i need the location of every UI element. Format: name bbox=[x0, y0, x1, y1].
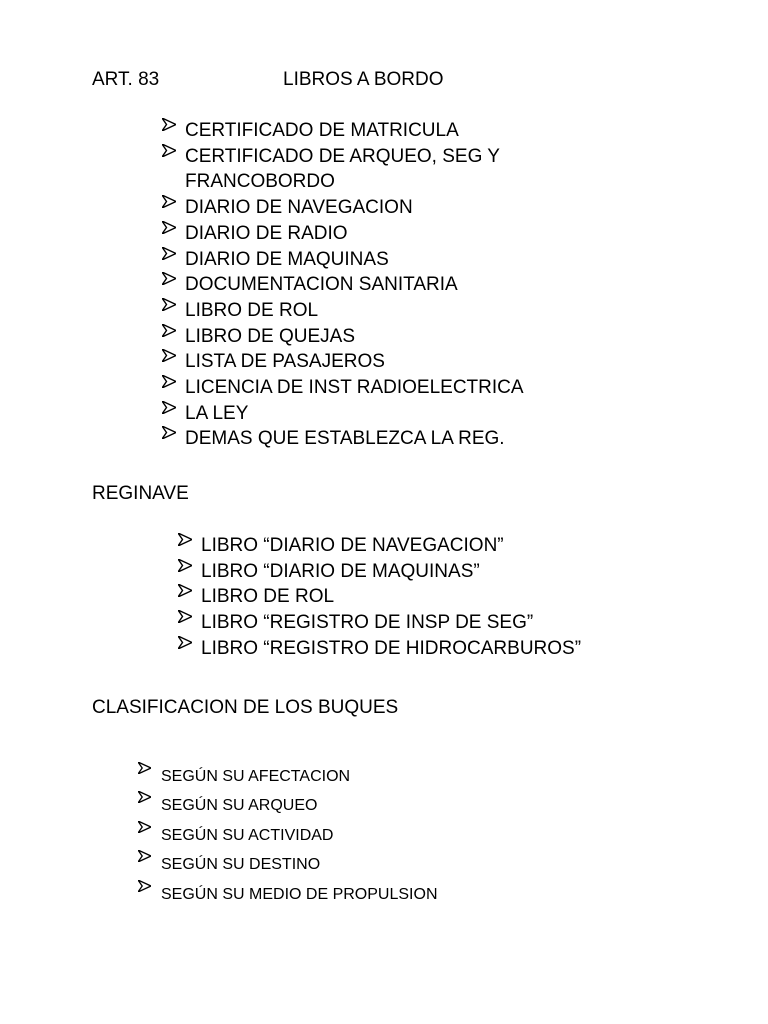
arrowhead-bullet-icon bbox=[162, 324, 176, 337]
list-item bbox=[138, 791, 438, 820]
arrowhead-bullet-icon bbox=[162, 118, 176, 131]
list-item bbox=[162, 401, 524, 427]
list-item bbox=[162, 247, 524, 273]
arrowhead-bullet-icon bbox=[162, 195, 176, 208]
article-number: ART. 83 bbox=[92, 69, 160, 90]
list-item bbox=[162, 221, 524, 247]
arrowhead-bullet-icon bbox=[162, 401, 176, 414]
arrowhead-bullet-icon bbox=[162, 272, 176, 285]
list-item-label: LIBRO DE ROL bbox=[185, 299, 319, 321]
arrowhead-bullet-icon bbox=[138, 791, 151, 803]
list-item-label: LA LEY bbox=[185, 402, 249, 424]
libros-a-bordo-list bbox=[162, 118, 524, 452]
list-item-continuation bbox=[162, 169, 524, 195]
clasificacion-heading: CLASIFICACION DE LOS BUQUES bbox=[92, 697, 399, 718]
arrowhead-bullet-icon bbox=[162, 375, 176, 388]
list-item bbox=[162, 272, 524, 298]
arrowhead-bullet-icon bbox=[178, 533, 192, 546]
list-item-label: SEGÚN SU DESTINO bbox=[161, 856, 321, 874]
list-item-label: LIBRO “REGISTRO DE INSP DE SEG” bbox=[201, 612, 534, 634]
arrowhead-bullet-icon bbox=[162, 221, 176, 234]
reginave-heading: REGINAVE bbox=[92, 483, 189, 504]
arrowhead-bullet-icon bbox=[162, 426, 176, 439]
list-item bbox=[138, 821, 438, 850]
list-item bbox=[162, 324, 524, 350]
list-item-label: SEGÚN SU AFECTACION bbox=[161, 768, 351, 785]
list-item-label: DIARIO DE MAQUINAS bbox=[185, 248, 389, 270]
list-item bbox=[162, 426, 524, 452]
list-item-label: LIBRO DE QUEJAS bbox=[185, 325, 355, 347]
list-item bbox=[162, 375, 524, 401]
list-item bbox=[162, 144, 524, 170]
list-item-label: LIBRO DE ROL bbox=[201, 586, 335, 608]
arrowhead-bullet-icon bbox=[138, 850, 151, 862]
list-item-label: DIARIO DE RADIO bbox=[185, 222, 348, 244]
list-item bbox=[178, 533, 581, 559]
clasificacion-list bbox=[138, 762, 438, 909]
list-item-label: SEGÚN SU ACTIVIDAD bbox=[161, 826, 334, 844]
list-item-label: FRANCOBORDO bbox=[185, 171, 335, 193]
list-item-label: LICENCIA DE INST RADIOELECTRICA bbox=[185, 377, 524, 399]
list-item-label: LIBRO “REGISTRO DE HIDROCARBUROS” bbox=[201, 637, 582, 659]
list-item-label: LIBRO “DIARIO DE NAVEGACION” bbox=[201, 535, 504, 556]
list-item-label: DEMAS QUE ESTABLEZCA LA REG. bbox=[185, 428, 505, 450]
arrowhead-bullet-icon bbox=[178, 584, 192, 597]
list-item-label: CERTIFICADO DE MATRICULA bbox=[185, 120, 459, 141]
arrowhead-bullet-icon bbox=[162, 247, 176, 260]
reginave-list bbox=[178, 533, 581, 662]
arrowhead-bullet-icon bbox=[178, 610, 192, 623]
list-item bbox=[162, 195, 524, 221]
list-item bbox=[178, 559, 581, 585]
list-item bbox=[178, 584, 581, 610]
list-item bbox=[138, 762, 438, 791]
list-item bbox=[138, 880, 438, 909]
arrowhead-bullet-icon bbox=[138, 762, 151, 774]
arrowhead-bullet-icon bbox=[138, 821, 151, 833]
list-item bbox=[162, 298, 524, 324]
arrowhead-bullet-icon bbox=[162, 349, 176, 362]
list-item-label: LISTA DE PASAJEROS bbox=[185, 351, 385, 373]
arrowhead-bullet-icon bbox=[178, 636, 192, 649]
list-item-label: SEGÚN SU ARQUEO bbox=[161, 797, 318, 815]
arrowhead-bullet-icon bbox=[162, 144, 176, 157]
list-item bbox=[138, 850, 438, 879]
arrowhead-bullet-icon bbox=[178, 559, 192, 572]
section-title: LIBROS A BORDO bbox=[283, 69, 444, 90]
list-item-label: DIARIO DE NAVEGACION bbox=[185, 197, 413, 219]
list-item bbox=[162, 349, 524, 375]
list-item bbox=[178, 636, 581, 662]
list-item-label: LIBRO “DIARIO DE MAQUINAS” bbox=[201, 560, 480, 582]
list-item-label: SEGÚN SU MEDIO DE PROPULSION bbox=[161, 885, 438, 903]
list-item bbox=[178, 610, 581, 636]
list-item-label: DOCUMENTACION SANITARIA bbox=[185, 274, 458, 296]
list-item-label: CERTIFICADO DE ARQUEO, SEG Y bbox=[185, 145, 500, 167]
arrowhead-bullet-icon bbox=[138, 880, 151, 892]
arrowhead-bullet-icon bbox=[162, 298, 176, 311]
list-item bbox=[162, 118, 524, 144]
